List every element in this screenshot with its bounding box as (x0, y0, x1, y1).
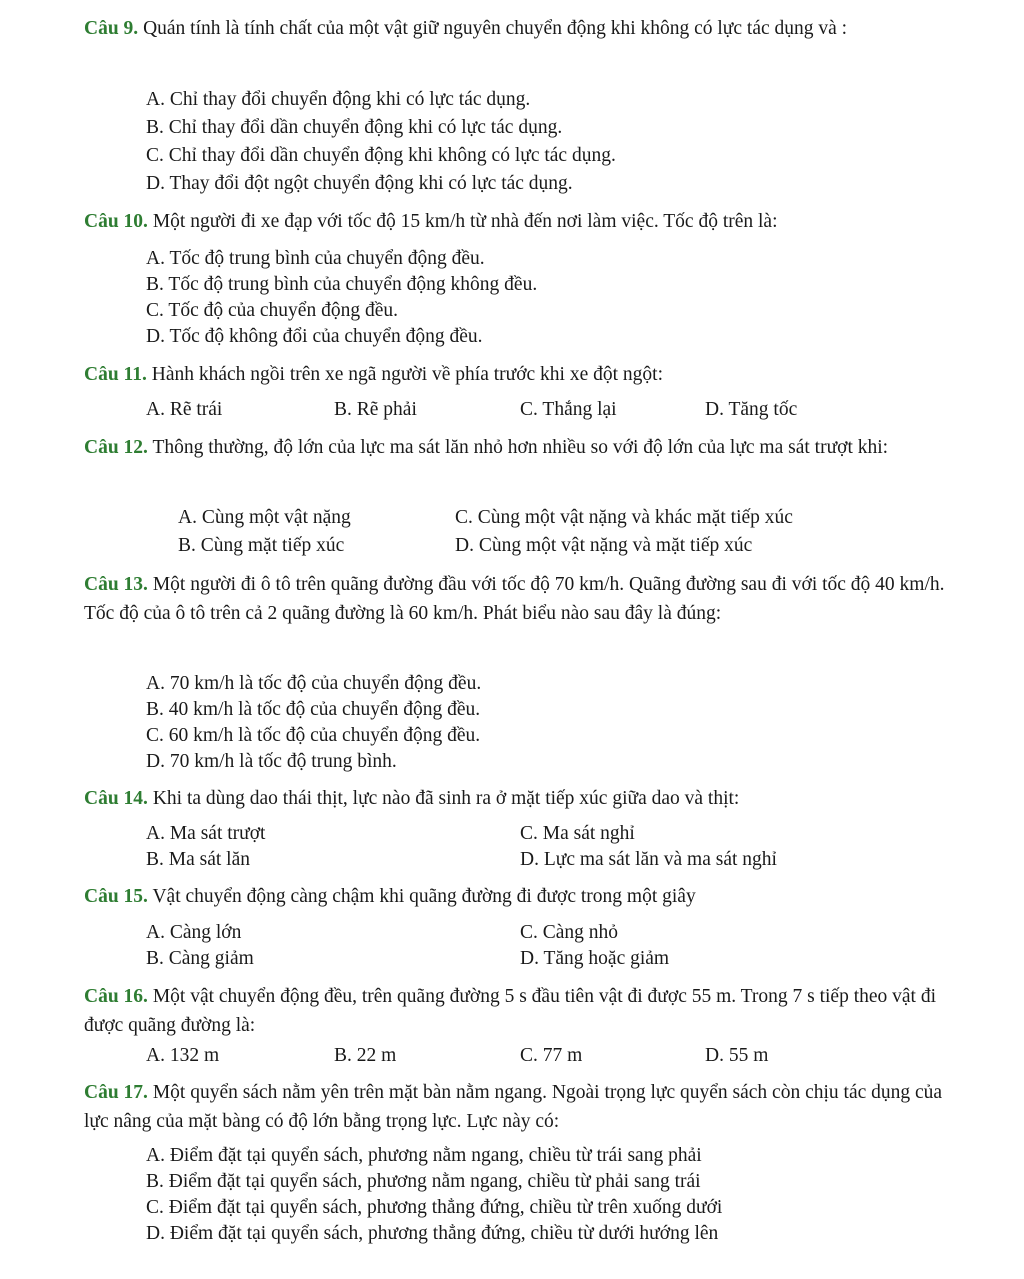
question-number: Câu 10. (84, 211, 148, 232)
question-14 (84, 784, 964, 813)
option-a: A. Càng lớn (146, 922, 242, 943)
option-b: B. 22 m (334, 1045, 397, 1066)
option-b: B. Càng giảm (146, 948, 254, 969)
option-b: B. Tốc độ trung bình của chuyển động không đều. (146, 274, 538, 295)
question-13 (84, 570, 964, 628)
option-d: D. 55 m (705, 1045, 769, 1066)
option-c: C. Ma sát nghỉ (520, 823, 635, 844)
question-text: Một quyển sách nằm yên trên mặt bàn nằm ngang. Ngoài trọng lực quyển sách còn chịu tác dụng của lực nâng của mặt bàng có độ lớn bằng trọng lực. Lực này có: (84, 1082, 943, 1132)
option-d: D. Tăng hoặc giảm (520, 948, 670, 969)
option-d: D. Cùng một vật nặng và mặt tiếp xúc (455, 535, 753, 556)
question-text: Một vật chuyển động đều, trên quãng đường 5 s đầu tiên vật đi được 55 m. Trong 7 s tiếp theo vật đi được quãng đường là: (84, 986, 937, 1036)
option-c: C. Cùng một vật nặng và khác mặt tiếp xúc (455, 507, 793, 528)
option-a: A. Chỉ thay đổi chuyển động khi có lực tác dụng. (146, 89, 531, 110)
option-d: D. Điểm đặt tại quyển sách, phương thẳng đứng, chiều từ dưới hướng lên (146, 1223, 719, 1244)
option-c: C. 77 m (520, 1045, 583, 1066)
question-text: Thông thường, độ lớn của lực ma sát lăn nhỏ hơn nhiều so với độ lớn của lực ma sát trượt khi: (152, 437, 889, 458)
option-a: A. Điểm đặt tại quyển sách, phương nằm ngang, chiều từ trái sang phải (146, 1145, 702, 1166)
question-text: Một người đi xe đạp với tốc độ 15 km/h từ nhà đến nơi làm việc. Tốc độ trên là: (152, 211, 778, 232)
option-b: B. Chỉ thay đổi dần chuyển động khi có lực tác dụng. (146, 117, 563, 138)
option-a: A. Cùng một vật nặng (178, 507, 351, 528)
question-text: Một người đi ô tô trên quãng đường đầu với tốc độ 70 km/h. Quãng đường sau đi với tốc độ 40 km/h. Tốc độ của ô tô trên cả 2 quãng đường là 60 km/h. Phát biểu nào sau đây là đúng: (84, 574, 945, 624)
question-text: Quán tính là tính chất của một vật giữ nguyên chuyển động khi không có lực tác dụng và : (143, 18, 848, 39)
option-d: D. 70 km/h là tốc độ trung bình. (146, 751, 397, 772)
option-b: B. Ma sát lăn (146, 849, 250, 870)
option-b: B. Cùng mặt tiếp xúc (178, 535, 345, 556)
question-11 (84, 360, 964, 389)
option-d: D. Lực ma sát lăn và ma sát nghỉ (520, 849, 777, 870)
option-c: C. Thắng lại (520, 399, 617, 420)
option-a: A. Rẽ trái (146, 399, 223, 420)
option-c: C. 60 km/h là tốc độ của chuyển động đều. (146, 725, 481, 746)
question-number: Câu 16. (84, 986, 148, 1007)
question-text: Khi ta dùng dao thái thịt, lực nào đã sinh ra ở mặt tiếp xúc giữa dao và thịt: (152, 788, 740, 809)
question-text: Hành khách ngồi trên xe ngã người về phía trước khi xe đột ngột: (151, 364, 663, 385)
question-number: Câu 12. (84, 437, 148, 458)
option-b: B. Rẽ phải (334, 399, 417, 420)
question-10 (84, 207, 964, 236)
option-d: D. Tăng tốc (705, 399, 798, 420)
option-b: B. 40 km/h là tốc độ của chuyển động đều. (146, 699, 481, 720)
question-9 (84, 14, 964, 43)
option-d: D. Thay đổi đột ngột chuyển động khi có lực tác dụng. (146, 173, 573, 194)
question-number: Câu 14. (84, 788, 148, 809)
question-12 (84, 433, 964, 462)
option-a: A. Tốc độ trung bình của chuyển động đều. (146, 248, 485, 269)
option-d: D. Tốc độ không đổi của chuyển động đều. (146, 326, 483, 347)
option-a: A. Ma sát trượt (146, 823, 266, 844)
option-b: B. Điểm đặt tại quyển sách, phương nằm ngang, chiều từ phải sang trái (146, 1171, 701, 1192)
option-c: C. Chỉ thay đổi dần chuyển động khi không có lực tác dụng. (146, 145, 616, 166)
option-c: C. Tốc độ của chuyển động đều. (146, 300, 398, 321)
option-c: C. Càng nhỏ (520, 922, 619, 943)
question-number: Câu 15. (84, 886, 148, 907)
question-number: Câu 13. (84, 574, 148, 595)
option-a: A. 132 m (146, 1045, 220, 1066)
option-c: C. Điểm đặt tại quyển sách, phương thẳng đứng, chiều từ trên xuống dưới (146, 1197, 723, 1218)
question-15 (84, 882, 964, 911)
question-number: Câu 17. (84, 1082, 148, 1103)
question-17 (84, 1078, 964, 1136)
question-16 (84, 982, 964, 1040)
question-number: Câu 9. (84, 18, 139, 39)
option-a: A. 70 km/h là tốc độ của chuyển động đều. (146, 673, 482, 694)
question-text: Vật chuyển động càng chậm khi quãng đường đi được trong một giây (152, 886, 696, 907)
question-number: Câu 11. (84, 364, 147, 385)
